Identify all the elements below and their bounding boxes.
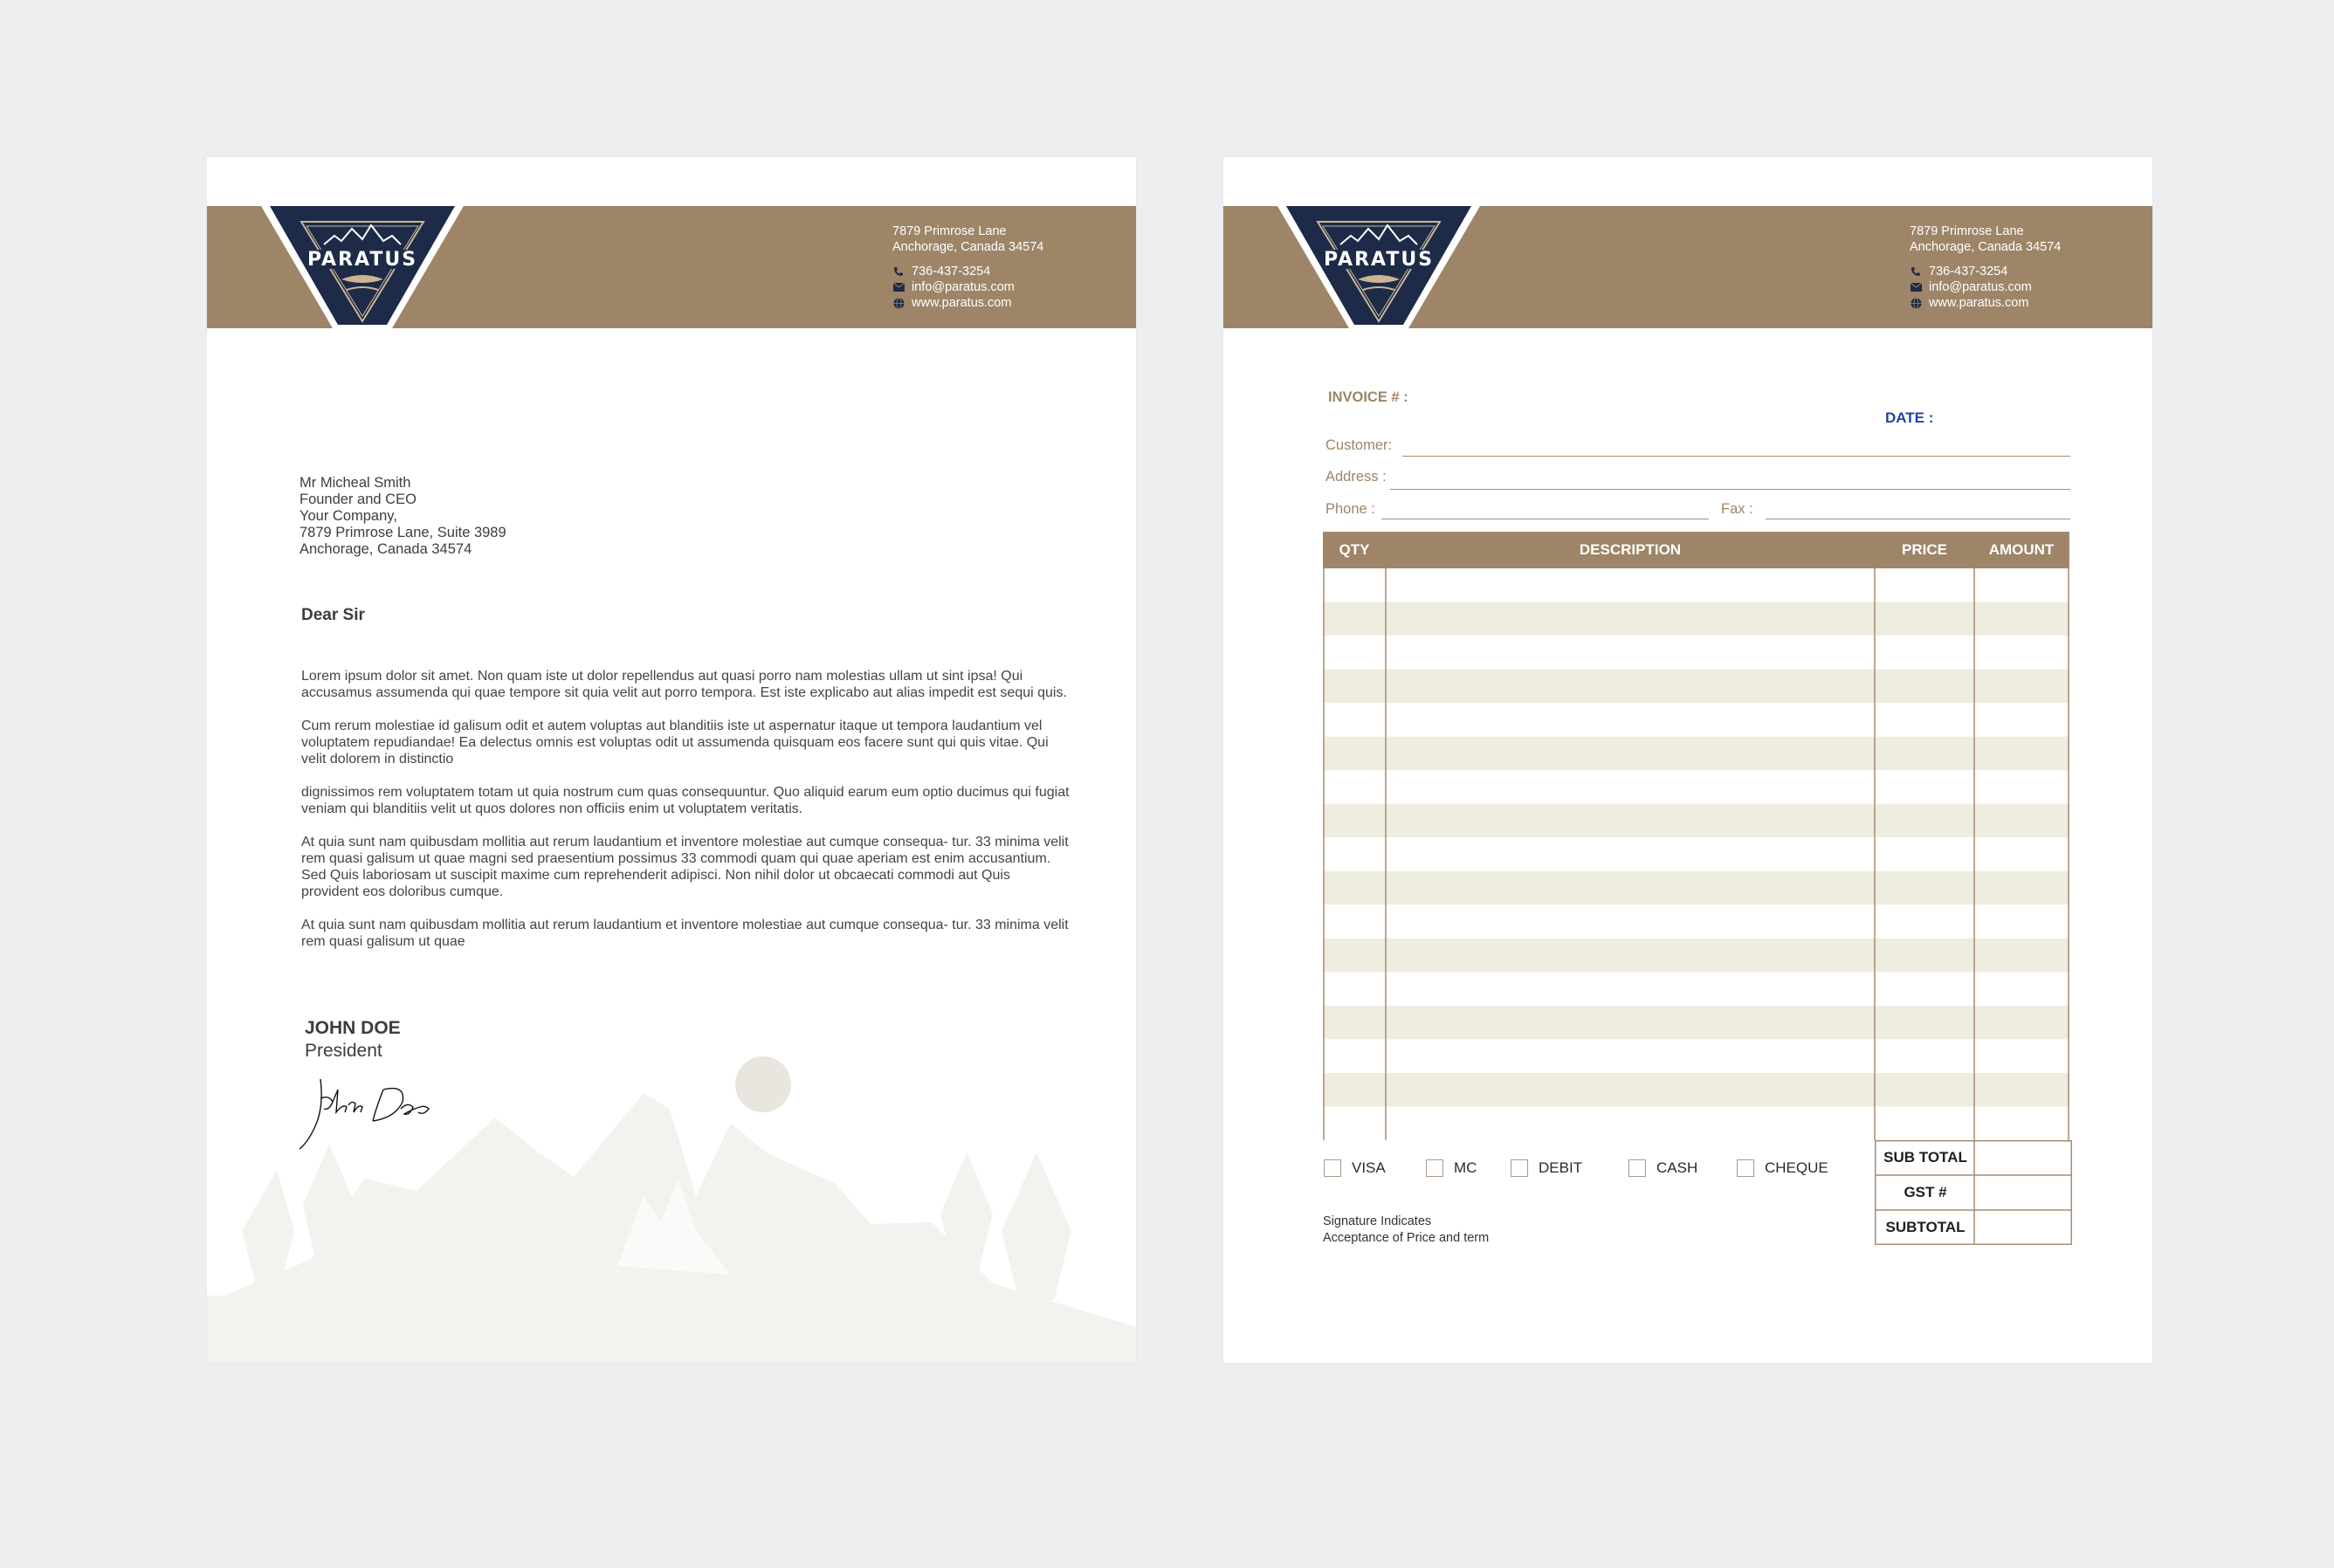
- signer-title: President: [305, 1041, 382, 1061]
- table-row[interactable]: [1323, 939, 2069, 973]
- table-row[interactable]: [1323, 871, 2069, 905]
- recipient-address: [299, 475, 506, 558]
- email-link[interactable]: info@paratus.com: [912, 280, 1015, 294]
- phone-number[interactable]: 736-437-3254: [912, 265, 991, 279]
- table-row[interactable]: [1323, 737, 2069, 771]
- checkbox[interactable]: [1511, 1159, 1528, 1177]
- website-link[interactable]: www.paratus.com: [1929, 296, 2029, 310]
- payment-label: CASH: [1656, 1159, 1698, 1176]
- globe-icon: [892, 297, 905, 309]
- signer-name: JOHN DOE: [305, 1018, 401, 1038]
- recipient-line: Your Company,: [299, 508, 397, 524]
- gst-value-cell[interactable]: [1976, 1177, 2069, 1208]
- email-link[interactable]: info@paratus.com: [1929, 280, 2032, 294]
- table-row[interactable]: [1323, 703, 2069, 737]
- table-row[interactable]: [1323, 837, 2069, 871]
- table-row[interactable]: [1323, 1039, 2069, 1073]
- fax-label: Fax :: [1721, 501, 1753, 517]
- address-field[interactable]: [1390, 489, 2070, 490]
- column-header-price: PRICE: [1902, 541, 1947, 558]
- payment-option-visa[interactable]: [1324, 1159, 1386, 1177]
- signature-note-line: Acceptance of Price and term: [1323, 1231, 1490, 1245]
- column-header-description: DESCRIPTION: [1579, 541, 1682, 558]
- customer-field[interactable]: [1402, 456, 2070, 457]
- letterhead-page: [207, 157, 1136, 1363]
- address-line-2: Anchorage, Canada 34574: [892, 240, 1044, 254]
- signature-note: [1323, 1214, 1489, 1247]
- globe-icon: [1910, 297, 1922, 309]
- recipient-line: 7879 Primrose Lane, Suite 3989: [299, 525, 506, 540]
- phone-icon: [1910, 265, 1922, 278]
- payment-label: CHEQUE: [1765, 1159, 1828, 1176]
- signature-note-line: Signature Indicates: [1323, 1214, 1432, 1228]
- payment-option-cheque[interactable]: [1737, 1159, 1828, 1177]
- paratus-logo: [1277, 206, 1480, 328]
- recipient-line: Mr Micheal Smith: [299, 475, 411, 491]
- body-paragraph: dignissimos rem voluptatem totam ut quia nostrum cum quas consequuntur. Quo aliquid earum eum optio ducimus qui fugiat veniam qui blanditiis velit ut quos dolores non officiis enim ut voluptatem veritatis.: [301, 785, 1070, 816]
- table-row[interactable]: [1323, 972, 2069, 1006]
- checkbox[interactable]: [1628, 1159, 1646, 1177]
- contact-block: [1910, 224, 2061, 311]
- handwritten-signature: [298, 1072, 446, 1159]
- phone-label: Phone :: [1325, 501, 1375, 517]
- table-row[interactable]: [1323, 568, 2069, 602]
- table-row[interactable]: [1323, 1073, 2069, 1107]
- subtotal-value-cell[interactable]: [1976, 1142, 2069, 1173]
- address-line-2: Anchorage, Canada 34574: [1910, 240, 2062, 254]
- table-row[interactable]: [1323, 804, 2069, 838]
- subtotal-value-cell[interactable]: [1976, 1212, 2069, 1243]
- payment-option-cash[interactable]: [1628, 1159, 1697, 1177]
- address-label: Address :: [1325, 469, 1387, 485]
- table-row[interactable]: [1323, 1006, 2069, 1040]
- letter-body: [301, 668, 1070, 966]
- payment-option-mc[interactable]: [1426, 1159, 1477, 1177]
- body-paragraph: Cum rerum molestiae id galisum odit et autem voluptas aut blanditiis iste ut aspernatur itaque ut tempora laudantium vel voluptatem repudiandae! Ea delectus omnis est voluptas odit ut assumenda quisquam eos facere sunt qui quis vitae. Qui velit dolorem in distinctio: [301, 719, 1049, 767]
- contact-block: [892, 224, 1043, 311]
- payment-option-debit[interactable]: [1511, 1159, 1582, 1177]
- body-paragraph: Lorem ipsum dolor sit amet. Non quam iste ut dolor repellendus aut quasi porro nam molestias ullam ut sint ipsa! Qui accusamus assumenda qui quae tempore sit quia velit aut porro tempora. Est iste explicabo aut alias impedit est sequi quis.: [301, 669, 1067, 700]
- table-row[interactable]: [1323, 670, 2069, 704]
- customer-label: Customer:: [1325, 437, 1393, 453]
- column-header-amount: AMOUNT: [1988, 541, 2055, 558]
- checkbox[interactable]: [1737, 1159, 1754, 1177]
- table-row[interactable]: [1323, 1106, 2069, 1140]
- phone-icon: [892, 265, 905, 278]
- phone-number[interactable]: 736-437-3254: [1929, 265, 2008, 279]
- table-row[interactable]: [1323, 904, 2069, 939]
- table-row[interactable]: [1323, 602, 2069, 636]
- address-line-1: 7879 Primrose Lane: [892, 224, 1007, 238]
- subtotal-label: SUBTOTAL: [1885, 1219, 1966, 1235]
- table-rows: [1323, 568, 2069, 1140]
- salutation: Dear Sir: [301, 606, 365, 624]
- logo-wordmark: PARATUS: [306, 249, 418, 271]
- envelope-icon: [1910, 281, 1922, 293]
- website-link[interactable]: www.paratus.com: [912, 296, 1012, 310]
- envelope-icon: [892, 281, 905, 293]
- invoice-number-label: INVOICE # :: [1328, 389, 1408, 405]
- paratus-logo: [261, 206, 464, 328]
- checkbox[interactable]: [1426, 1159, 1443, 1177]
- body-paragraph: At quia sunt nam quibusdam mollitia aut rerum laudantium et inventore molestiae aut cumque consequa- tur. 33 minima velit rem quasi galisum ut quae magni sed praesentium possimus 33 commodi quam qui quae aperiam est enim accusantium. Sed Quis laboriosam ut suscipit maxime cum reprehenderit adipisci. Non nihil dolor ut obcaecati commodi aut Quis provident eos doloribus cumque.: [301, 835, 1069, 899]
- column-header-qty: QTY: [1339, 541, 1370, 558]
- subtotal-label: SUB TOTAL: [1883, 1149, 1967, 1166]
- checkbox[interactable]: [1324, 1159, 1341, 1177]
- logo-wordmark: PARATUS: [1323, 249, 1435, 271]
- address-line-1: 7879 Primrose Lane: [1910, 224, 2024, 238]
- body-paragraph: At quia sunt nam quibusdam mollitia aut rerum laudantium et inventore molestiae aut cumque consequa- tur. 33 minima velit rem quasi galisum ut quae: [301, 918, 1069, 949]
- payment-label: MC: [1454, 1159, 1477, 1176]
- invoice-page: [1223, 157, 2152, 1363]
- table-row[interactable]: [1323, 636, 2069, 670]
- recipient-line: Anchorage, Canada 34574: [299, 541, 472, 557]
- gst-label: GST #: [1904, 1184, 1947, 1200]
- date-label: DATE :: [1885, 409, 1934, 426]
- table-row[interactable]: [1323, 770, 2069, 804]
- payment-label: DEBIT: [1539, 1159, 1583, 1176]
- recipient-line: Founder and CEO: [299, 492, 417, 507]
- payment-label: VISA: [1352, 1159, 1386, 1176]
- line-items-table[interactable]: [1323, 532, 2069, 1140]
